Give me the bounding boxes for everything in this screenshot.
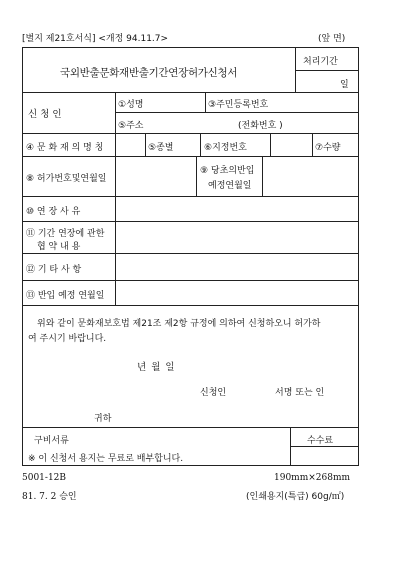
original-return-date-label: 예정연월일 [208, 181, 252, 191]
fee-label: 수수료 [307, 436, 334, 446]
form-code: 5001-12B [22, 473, 67, 483]
approval-date: 81. 7. 2 승인 [22, 492, 77, 502]
phone-label: (전화번호 ) [238, 121, 283, 131]
page-side: (앞 면) [318, 34, 346, 44]
asset-type-label: ⑤종별 [148, 143, 174, 153]
agreement-label-2: 협 약 내 용 [37, 242, 81, 252]
statement-line-2: 여 주시기 바랍니다. [28, 334, 107, 344]
quantity-label: ⑦수량 [315, 143, 341, 153]
signature-label: 서명 또는 인 [275, 388, 325, 398]
designation-number-label: ⑥지정번호 [204, 143, 247, 153]
form-number: [별지 제21호서식] <개정 94.11.7> [22, 34, 169, 44]
name-label: ①성명 [118, 100, 144, 110]
rrn-label: ③주민등록번호 [208, 100, 269, 110]
paper-size: 190mm×268mm [274, 473, 351, 483]
extension-reason-label: ⑩ 연 장 사 유 [26, 207, 81, 217]
paper-spec: (인쇄용지(특급) 60g/㎡) [246, 492, 345, 502]
application-form [22, 47, 359, 466]
required-docs-label: 구비서류 [34, 436, 69, 446]
recipient-label: 귀하 [94, 414, 112, 424]
applicant-label: 신 청 인 [28, 109, 62, 120]
processing-period-label: 처리기간 [303, 57, 338, 67]
import-date-label: ⑬ 반입 예정 연월일 [26, 291, 105, 301]
address-label: ⑤주소 [118, 121, 144, 131]
agreement-label-1: ⑪ 기간 연장에 관한 [26, 229, 105, 239]
asset-name-label: ④ 문 화 재 의 명 칭 [26, 143, 104, 153]
other-matters-label: ⑫ 기 타 사 항 [26, 265, 82, 275]
processing-period-value: 일 [340, 80, 349, 90]
permit-number-label: ⑧ 허가번호및연월일 [26, 174, 107, 184]
form-title: 국외반출문화재반출기간연장허가신청서 [60, 67, 238, 79]
original-return-label: ⑨ 당초의반입 [200, 166, 255, 176]
date-line: 년 월 일 [137, 362, 175, 373]
free-distribution-note: ※ 이 신청서 용지는 무료로 배부합니다. [28, 454, 184, 464]
statement-line-1: 위와 같이 문화재보호법 제21조 제2항 규정에 의하여 신청하오니 허가하 [37, 319, 321, 329]
applicant-signature-label: 신청인 [200, 388, 227, 398]
